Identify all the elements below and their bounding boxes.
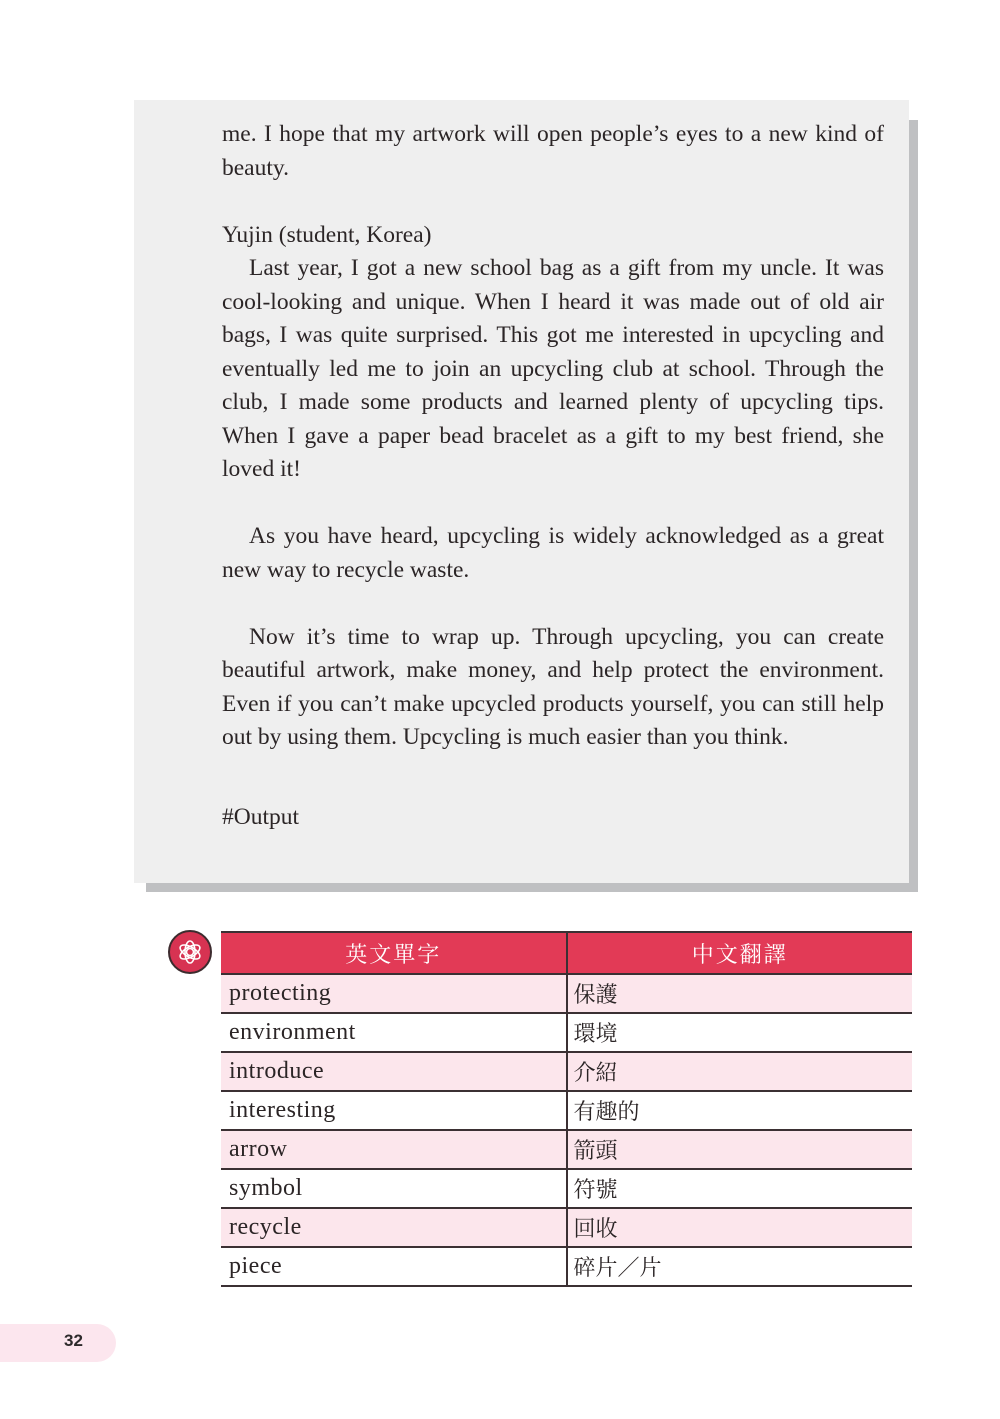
output-label: #Output <box>222 804 300 830</box>
paragraph-yujin: Last year, I got a new school bag as a gift from my uncle. It was cool-looking and unique. When I heard it was made out of old air bags, I was quite surprised. This got me interested in upcycling and eventually led me to join an upcycling club at school. Through the club, I made some products and learned plenty of upcycling tips. When I gave a paper bead bracelet as a gift to my best friend, she loved it! <box>222 255 884 482</box>
english-word: protecting <box>221 974 567 1013</box>
chinese-translation: 回收 <box>567 1208 913 1247</box>
chinese-translation: 介紹 <box>567 1052 913 1091</box>
table-row <box>221 974 912 1013</box>
english-word: recycle <box>221 1208 567 1247</box>
table-row <box>221 1130 912 1169</box>
table-row <box>221 1169 912 1208</box>
table-row <box>221 1052 912 1091</box>
chinese-translation: 有趣的 <box>567 1091 913 1130</box>
paragraph-summary: As you have heard, upcycling is widely acknowledged as a great new way to recycle waste. <box>222 523 884 583</box>
openai-knot-icon <box>168 930 212 974</box>
header-english-word: 英文單字 <box>221 932 567 974</box>
table-row <box>221 1208 912 1247</box>
header-chinese-translation: 中文翻譯 <box>567 932 913 974</box>
paragraph-artwork: me. I hope that my artwork will open people’s eyes to a new kind of beauty. <box>222 121 884 181</box>
page-number-tab <box>0 1324 116 1362</box>
english-word: symbol <box>221 1169 567 1208</box>
chinese-translation: 箭頭 <box>567 1130 913 1169</box>
english-word: arrow <box>221 1130 567 1169</box>
speaker-label: Yujin (student, Korea) <box>222 221 432 248</box>
vocabulary-table <box>221 931 912 1287</box>
english-word: piece <box>221 1247 567 1286</box>
table-row <box>221 1247 912 1286</box>
table-row <box>221 1013 912 1052</box>
vocabulary-header-row <box>221 932 912 974</box>
chinese-translation: 保護 <box>567 974 913 1013</box>
table-row <box>221 1091 912 1130</box>
english-word: introduce <box>221 1052 567 1091</box>
chinese-translation: 環境 <box>567 1013 913 1052</box>
chinese-translation: 符號 <box>567 1169 913 1208</box>
paragraph-wrap-up: Now it’s time to wrap up. Through upcycling, you can create beautiful artwork, make money, and help protect the environment. Even if you can’t make upcycled products yourself, you can still help out by using them. Upcycling is much easier than you think. <box>222 623 884 750</box>
english-word: environment <box>221 1013 567 1052</box>
prompt-text <box>222 118 884 835</box>
english-word: interesting <box>221 1091 567 1130</box>
page-number: 32 <box>64 1331 83 1350</box>
chinese-translation: 碎片／片 <box>567 1247 913 1286</box>
